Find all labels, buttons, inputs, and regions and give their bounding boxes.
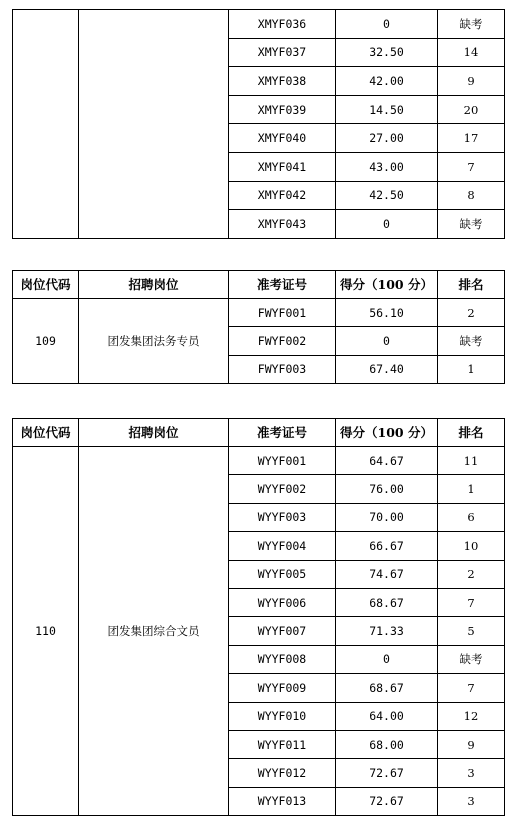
exam-number: WYYF006 <box>229 588 336 616</box>
exam-number: WYYF002 <box>229 475 336 503</box>
header-rank: 排名 <box>438 271 505 299</box>
position-code: 109 <box>13 299 79 384</box>
rank: 10 <box>438 532 505 560</box>
rank: 7 <box>438 588 505 616</box>
score: 0 <box>336 327 438 355</box>
rank: 1 <box>438 475 505 503</box>
table-row <box>13 299 505 327</box>
header-position-code: 岗位代码 <box>13 419 79 447</box>
score: 68.00 <box>336 730 438 758</box>
score: 42.00 <box>336 67 438 96</box>
exam-number: WYYF013 <box>229 787 336 815</box>
header-score: 得分（100 分） <box>336 271 438 299</box>
header-exam-number: 准考证号 <box>229 271 336 299</box>
exam-number: WYYF008 <box>229 645 336 673</box>
exam-number: XMYF037 <box>229 38 336 67</box>
rank: 20 <box>438 95 505 124</box>
results-table-109 <box>12 270 505 384</box>
score: 27.00 <box>336 124 438 153</box>
score: 68.67 <box>336 588 438 616</box>
results-table-continued <box>12 9 505 239</box>
score: 64.00 <box>336 702 438 730</box>
rank: 7 <box>438 152 505 181</box>
exam-number: WYYF009 <box>229 674 336 702</box>
rank: 8 <box>438 181 505 210</box>
exam-number: FWYF001 <box>229 299 336 327</box>
position-name-cell <box>79 10 229 239</box>
exam-number: XMYF041 <box>229 152 336 181</box>
score: 14.50 <box>336 95 438 124</box>
results-table-110 <box>12 418 505 816</box>
score: 74.67 <box>336 560 438 588</box>
position-code-cell <box>13 10 79 239</box>
rank: 6 <box>438 503 505 531</box>
score: 68.67 <box>336 674 438 702</box>
exam-number: XMYF036 <box>229 10 336 39</box>
header-position-code: 岗位代码 <box>13 271 79 299</box>
rank: 2 <box>438 560 505 588</box>
exam-number: XMYF042 <box>229 181 336 210</box>
score: 32.50 <box>336 38 438 67</box>
position-code: 110 <box>13 447 79 816</box>
rank: 7 <box>438 674 505 702</box>
exam-number: FWYF002 <box>229 327 336 355</box>
rank: 11 <box>438 447 505 475</box>
rank: 缺考 <box>438 210 505 239</box>
exam-number: WYYF001 <box>229 447 336 475</box>
exam-number: WYYF011 <box>229 730 336 758</box>
exam-number: XMYF038 <box>229 67 336 96</box>
exam-number: XMYF043 <box>229 210 336 239</box>
rank: 3 <box>438 787 505 815</box>
score: 0 <box>336 645 438 673</box>
table-row <box>13 447 505 475</box>
rank: 3 <box>438 759 505 787</box>
table-header-row <box>13 271 505 299</box>
exam-number: WYYF004 <box>229 532 336 560</box>
score: 56.10 <box>336 299 438 327</box>
score: 71.33 <box>336 617 438 645</box>
score: 43.00 <box>336 152 438 181</box>
position-name: 团发集团法务专员 <box>79 299 229 384</box>
rank: 12 <box>438 702 505 730</box>
score: 64.67 <box>336 447 438 475</box>
score: 70.00 <box>336 503 438 531</box>
exam-number: XMYF040 <box>229 124 336 153</box>
rank: 14 <box>438 38 505 67</box>
score: 0 <box>336 10 438 39</box>
header-position: 招聘岗位 <box>79 271 229 299</box>
score: 66.67 <box>336 532 438 560</box>
table-header-row <box>13 419 505 447</box>
exam-number: WYYF005 <box>229 560 336 588</box>
rank: 2 <box>438 299 505 327</box>
exam-number: FWYF003 <box>229 355 336 383</box>
score: 72.67 <box>336 759 438 787</box>
exam-number: WYYF012 <box>229 759 336 787</box>
rank: 5 <box>438 617 505 645</box>
rank: 缺考 <box>438 10 505 39</box>
exam-number: WYYF007 <box>229 617 336 645</box>
rank: 17 <box>438 124 505 153</box>
position-name: 团发集团综合文员 <box>79 447 229 816</box>
exam-number: XMYF039 <box>229 95 336 124</box>
score: 42.50 <box>336 181 438 210</box>
exam-number: WYYF003 <box>229 503 336 531</box>
header-exam-number: 准考证号 <box>229 419 336 447</box>
rank: 缺考 <box>438 327 505 355</box>
score: 67.40 <box>336 355 438 383</box>
score: 72.67 <box>336 787 438 815</box>
table-row <box>13 10 505 39</box>
score: 76.00 <box>336 475 438 503</box>
rank: 缺考 <box>438 645 505 673</box>
exam-number: WYYF010 <box>229 702 336 730</box>
rank: 1 <box>438 355 505 383</box>
rank: 9 <box>438 730 505 758</box>
header-score: 得分（100 分） <box>336 419 438 447</box>
rank: 9 <box>438 67 505 96</box>
score: 0 <box>336 210 438 239</box>
header-rank: 排名 <box>438 419 505 447</box>
header-position: 招聘岗位 <box>79 419 229 447</box>
